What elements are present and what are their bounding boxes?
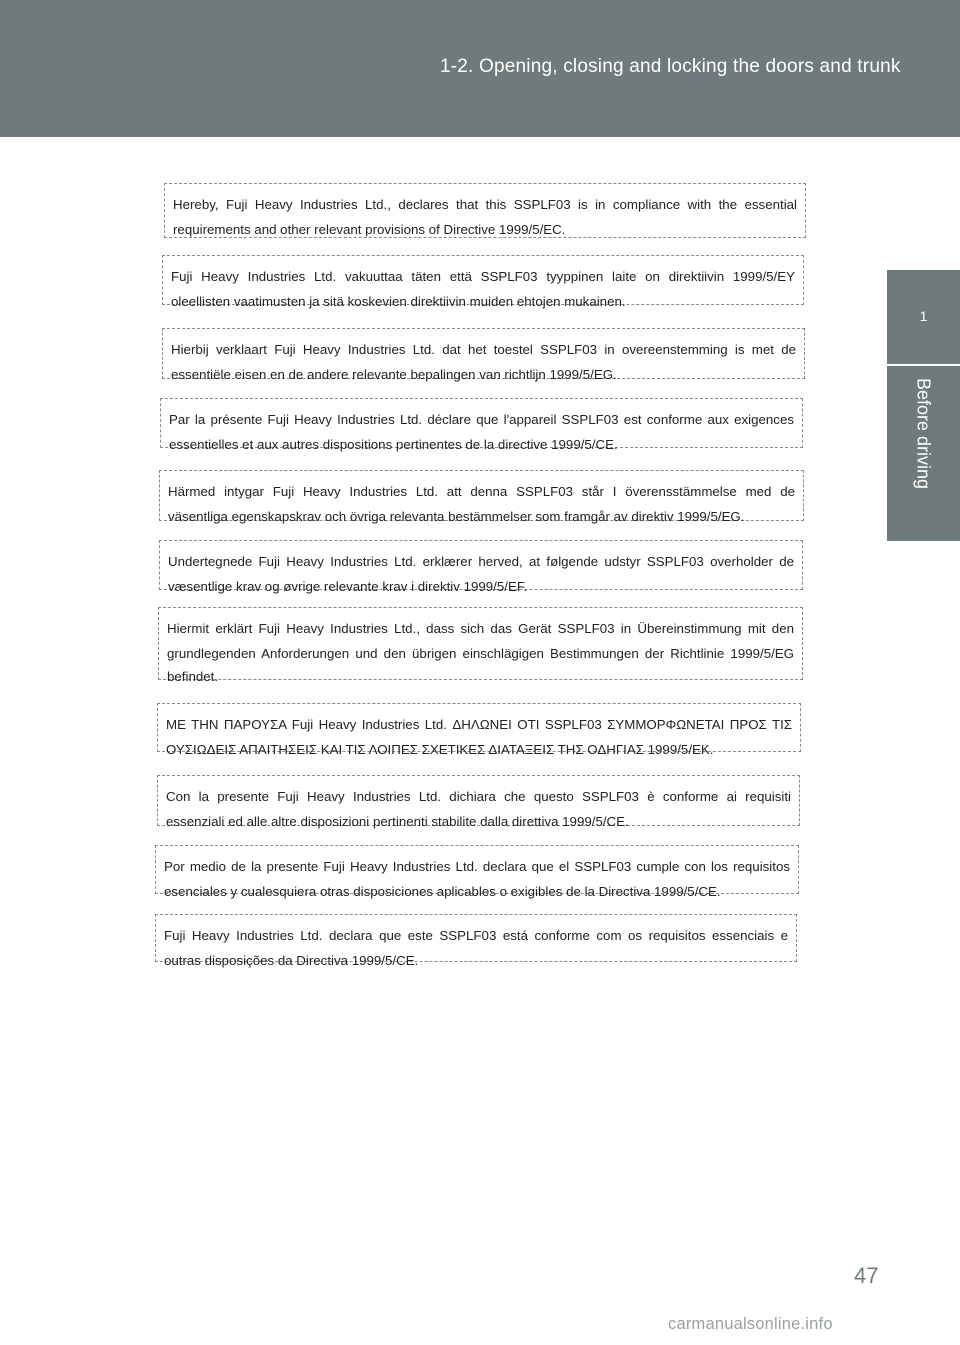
chapter-side-tab — [887, 366, 960, 541]
chapter-number: 1 — [919, 308, 928, 324]
declaration-line: Con la presente Fuji Heavy Industries Ltd. dichiara che questo SSPLF03 è conforme ai requisiti — [166, 789, 791, 804]
declaration-line: essenziali ed alle altre disposizioni pertinenti stabilite dalla direttiva 1999/5/CE. — [166, 814, 629, 829]
declaration-german — [158, 607, 803, 684]
declaration-spanish — [155, 845, 799, 899]
declaration-line: outras disposições da Directiva 1999/5/CE. — [164, 953, 419, 968]
declaration-line: Par la présente Fuji Heavy Industries Ltd. déclare que l'appareil SSPLF03 est conforme aux exigences — [169, 412, 794, 427]
declaration-line: Hiermit erklärt Fuji Heavy Industries Ltd., dass sich das Gerät SSPLF03 in Übereinstimmung mit den — [167, 621, 794, 636]
declaration-line: Fuji Heavy Industries Ltd. declara que este SSPLF03 está conforme com os requisitos essenciais e — [164, 928, 788, 943]
declaration-line: befindet. — [167, 669, 219, 684]
declaration-line: ΜΕ ΤΗΝ ΠΑΡΟΥΣΑ Fuji Heavy Industries Ltd. ΔΗΛΩΝΕΙ ΟΤΙ SSPLF03 ΣΥΜΜΟΡΦΩΝΕΤΑΙ ΠΡΟΣ ΤΙΣ — [166, 717, 792, 732]
header-bar — [0, 0, 960, 137]
declaration-danish — [159, 540, 803, 594]
declaration-line: essentiële eisen en de andere relevante bepalingen van richtlijn 1999/5/EG. — [171, 367, 617, 382]
declaration-line: essentielles et aux autres dispositions pertinentes de la directive 1999/5/CE. — [169, 437, 618, 452]
declaration-line: oleellisten vaatimusten ja sitä koskevien direktiivin muiden ehtojen mukainen. — [171, 294, 626, 309]
declaration-line: requirements and other relevant provisions of Directive 1999/5/EC. — [173, 222, 566, 237]
chapter-tab — [887, 270, 960, 364]
declaration-line: grundlegenden Anforderungen und den übrigen einschlägigen Bestimmungen der Richtlinie 1999/5/EG — [167, 646, 794, 661]
declaration-line: Por medio de la presente Fuji Heavy Industries Ltd. declara que el SSPLF03 cumple con los requisitos — [164, 859, 790, 874]
declaration-french — [160, 398, 803, 452]
declaration-italian — [157, 775, 800, 829]
declaration-english — [164, 183, 806, 238]
declaration-line: ΟΥΣΙΩΔΕΙΣ ΑΠΑΙΤΗΣΕΙΣ ΚΑΙ ΤΙΣ ΛΟΙΠΕΣ ΣΧΕΤΙΚΕΣ ΔΙΑΤΑΞΕΙΣ ΤΗΣ ΟΔΗΓΙΑΣ 1999/5/ΕΚ. — [166, 742, 714, 757]
declaration-line: Härmed intygar Fuji Heavy Industries Ltd. att denna SSPLF03 står I överensstämmelse med de — [168, 484, 795, 499]
section-title: 1-2. Opening, closing and locking the doors and trunk — [440, 56, 901, 77]
declaration-portuguese — [155, 914, 797, 968]
declaration-line: Hierbij verklaart Fuji Heavy Industries Ltd. dat het toestel SSPLF03 in overeenstemming is met de — [171, 342, 796, 357]
declaration-dutch — [162, 328, 805, 382]
declaration-line: esenciales y cualesquiera otras disposiciones aplicables o exigibles de la Directiva 1999/5/CE. — [164, 884, 721, 899]
declaration-swedish — [159, 470, 804, 524]
page-number: 47 — [854, 1263, 879, 1288]
declaration-line: væsentlige krav og øvrige relevante krav i direktiv 1999/5/EF. — [168, 579, 528, 594]
declaration-finnish — [162, 255, 804, 309]
declaration-line: Undertegnede Fuji Heavy Industries Ltd. erklærer herved, at følgende udstyr SSPLF03 overholder de — [168, 554, 794, 569]
watermark: carmanualsonline.info — [668, 1315, 833, 1333]
chapter-label: Before driving — [913, 378, 934, 490]
declaration-line: Fuji Heavy Industries Ltd. vakuuttaa täten että SSPLF03 tyyppinen laite on direktiivin 1999/5/EY — [171, 269, 795, 284]
declaration-greek — [157, 703, 801, 757]
declaration-line: Hereby, Fuji Heavy Industries Ltd., declares that this SSPLF03 is in compliance with the essential — [173, 197, 797, 212]
declaration-line: väsentliga egenskapskrav och övriga relevanta bestämmelser som framgår av direktiv 1999/5/EG. — [168, 509, 745, 524]
